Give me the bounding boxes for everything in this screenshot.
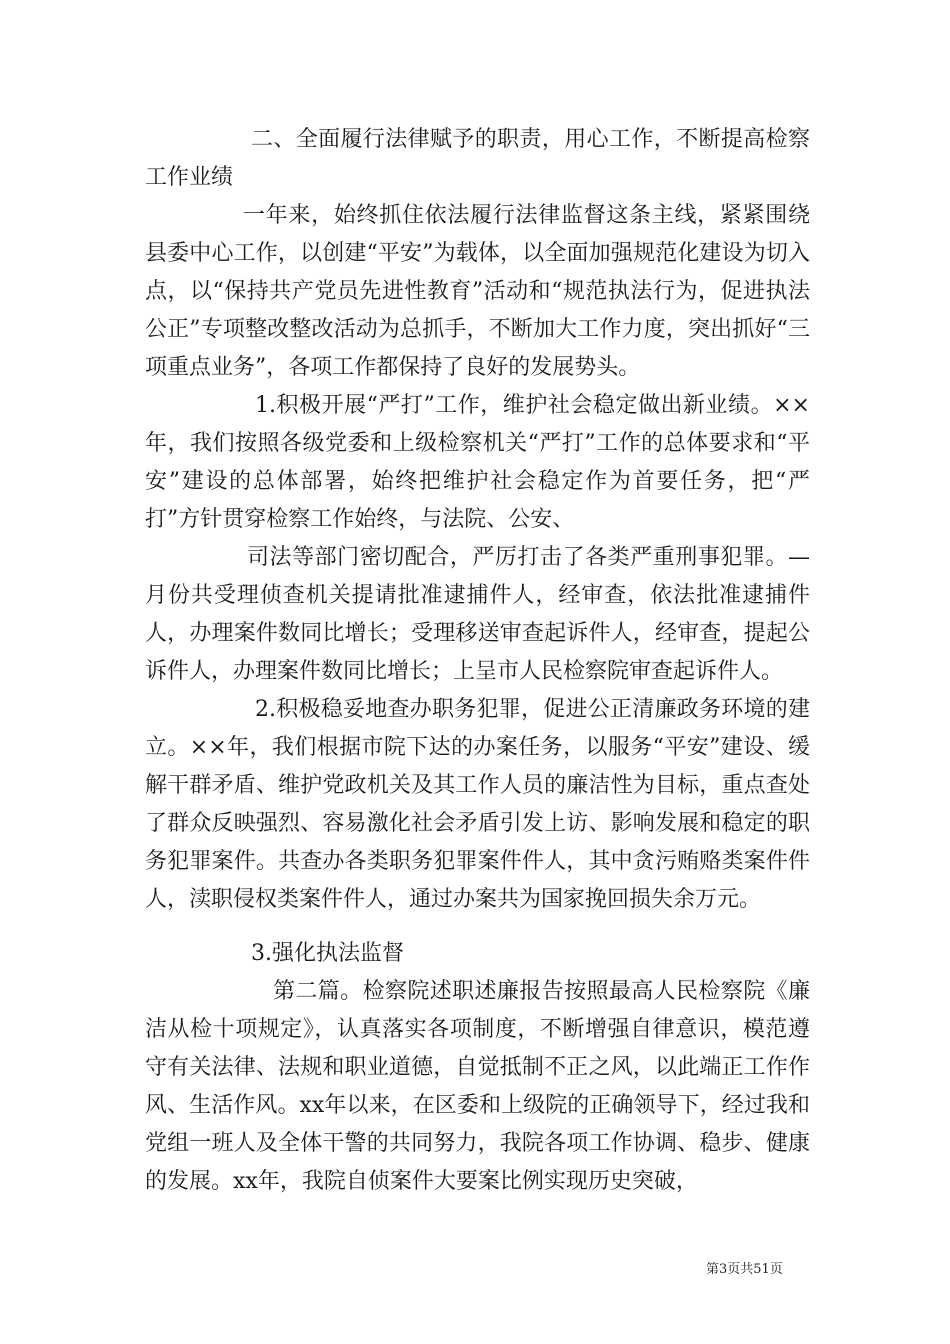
body-paragraph: 一年来，始终抓住依法履行法律监督这条主线，紧紧围绕县委中心工作，以创建“平安”为载体，以全面加强规范化建设为切入点，以“保持共产党员先进性教育”活动和“规范执法行为，促进执法公正”专项整改整改活动为总抓手，不断加大工作力度，突出抓好“三项重点业务”，各项工作都保持了良好的发展势头。 bbox=[145, 203, 810, 380]
section-heading: 二、全面履行法律赋予的职责，用心工作，不断提高检察工作业绩 bbox=[145, 127, 810, 190]
body-paragraph: 1.积极开展“严打”工作，维护社会稳定做出新业绩。××年，我们按照各级党委和上级检察机关“严打”工作的总体要求和“平安”建设的总体部署，始终把维护社会稳定作为首要任务，把“严打”方针贯穿检察工作始终，与法院、公安、 bbox=[145, 393, 810, 532]
body-paragraph: 司法等部门密切配合，严厉打击了各类严重刑事犯罪。—月份共受理侦查机关提请批准逮捕件人，经审查，依法批准逮捕件人，办理案件数同比增长；受理移送审查起诉件人，经审查，提起公诉件人，办理案件数同比增长；上呈市人民检察院审查起诉件人。 bbox=[145, 545, 810, 684]
subsection-heading: 3.强化执法监督 bbox=[251, 941, 404, 966]
body-paragraph: 第二篇。检察院述职述廉报告按照最高人民检察院《廉洁从检十项规定》，认真落实各项制度，不断增强自律意识，模范遵守有关法律、法规和职业道德，自觉抵制不正之风，以此端正工作作风、生活作风。xx年以来，在区委和上级院的正确领导下，经过我和党组一班人及全体干警的共同努力，我院各项工作协调、稳步、健康的发展。xx年，我院自侦案件大要案比例实现历史突破， bbox=[145, 979, 810, 1194]
body-paragraph: 2.积极稳妥地查办职务犯罪，促进公正清廉政务环境的建立。××年，我们根据市院下达的办案任务，以服务“平安”建设、缓解干群矛盾、维护党政机关及其工作人员的廉洁性为目标，重点查处了群众反映强烈、容易激化社会矛盾引发上访、影响发展和稳定的职务犯罪案件。共查办各类职务犯罪案件件人，其中贪污贿赂类案件件人，渎职侵权类案件件人，通过办案共为国家挽回损失余万元。 bbox=[145, 697, 810, 912]
page-number: 第3页共51页 bbox=[706, 1262, 783, 1277]
